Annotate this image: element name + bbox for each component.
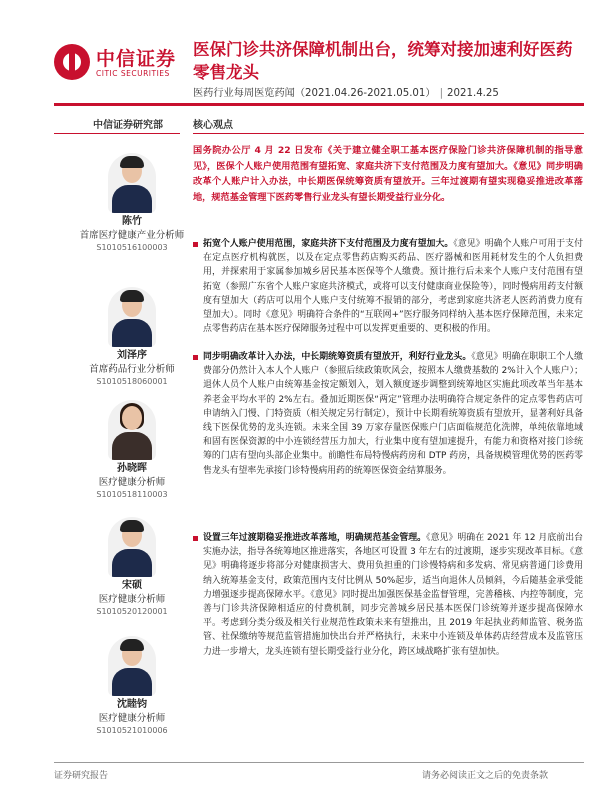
analyst-role: 首席药品行业分析师: [89, 364, 175, 375]
section-lead: 同步明确改革计入办法，中长期统筹资质有望放开，利好行业龙头。: [203, 352, 472, 362]
header-divider: [54, 103, 584, 106]
viewpoint-section: [193, 350, 583, 478]
brand-name-en: CITIC SECURITIES: [96, 69, 170, 78]
report-title: 医保门诊共济保障机制出台，统筹对接加速利好医药零售龙头: [193, 40, 573, 82]
analyst-photo: [108, 287, 156, 347]
footer-disclaimer: 请务必阅读正文之后的免责条款: [421, 771, 548, 781]
analyst-role: 医疗健康分析师: [98, 477, 166, 488]
report-header: [0, 0, 600, 110]
analyst-name: 刘泽序: [117, 350, 147, 361]
research-dept-heading: 中信证券研究部: [93, 120, 163, 131]
right-column-divider: [193, 133, 584, 134]
viewpoint-section: [193, 237, 583, 336]
report-series: 医药行业每周医览药闻（2021.04.26-2021.05.01）: [193, 88, 436, 99]
analyst-id: S1010518110003: [96, 490, 168, 499]
left-column-divider: [54, 133, 180, 134]
analyst-name: 宋硕: [122, 580, 142, 591]
analyst-name: 孙晓晖: [117, 463, 147, 474]
analyst-id: S1010518060001: [96, 377, 168, 386]
analyst-card: [70, 400, 194, 501]
analyst-card: [70, 287, 194, 388]
section-lead: 拓宽个人账户使用范围，家庭共济下支付范围及力度有望加大。: [203, 239, 454, 249]
analyst-card: [70, 517, 194, 618]
analyst-card: [70, 153, 194, 254]
brand-name-cn: 中信证券: [96, 48, 177, 70]
key-summary: 国务院办公厅 4 月 22 日发布《关于建立健全职工基本医疗保险门诊共济保障机制的指导意见》，医保个人账户使用范围有望拓宽、家庭共济下支付范围及力度有望加大。《意见》同步明确改革个人账户计入办法，中长期医保统筹资质有望放开。三年过渡期有望实现稳妥推进改革落地，规范基金管理下医药零售行业龙头有望长期受益行业分化。: [193, 145, 583, 203]
analyst-id: S1010520120001: [96, 607, 168, 616]
core-views-heading: 核心观点: [193, 120, 233, 131]
analyst-card: [70, 636, 194, 737]
section-body: 《意见》明确在 2021 年 12 月底前出台实施办法，指导各统筹地区推进落实，各地区可设置 3 年左右的过渡期，逐步实现改革目标。《意见》明确将逐步将部分对健康损害大、费用负担重的门诊慢特病和多发病、常见病普通门诊费用纳入统筹基金支付，政策范围内支付比例从 50%起步，适当向退休人员倾斜，今后随基金承受能力增强逐步提高保障水平。《意见》同时提出加强医保基金监督管理，完善稽核、内控等制度，完善与门诊共济保障相适应的付费机制，同步完善城乡居民基本医保门诊统筹并逐步提高保障水平。考虑到分类分级及相关行业规范性政策未来有望推出，且 2019 年起执业药师监管、税务监管、社保缴纳等规范监管措施加快出台并严格执行，未来中小连锁及单体药店经营成本及监管压力进一步增大，龙头连锁有望长期受益行业分化，跨区域战略扩张有望加快。: [203, 533, 584, 657]
analyst-role: 首席医疗健康产业分析师: [79, 230, 185, 241]
footer-divider: [54, 762, 584, 763]
footer-report-type: 证券研究报告: [54, 771, 109, 781]
brand-logo: [54, 42, 184, 82]
analyst-photo: [108, 153, 156, 213]
analyst-photo: [108, 400, 156, 460]
analyst-role: 医疗健康分析师: [98, 594, 166, 605]
citic-logo-icon: [54, 44, 90, 80]
analyst-photo: [108, 517, 156, 577]
viewpoint-section: [193, 531, 583, 659]
analyst-name: 沈睦钧: [117, 699, 147, 710]
analyst-photo: [108, 636, 156, 696]
analyst-id: S1010516100003: [96, 243, 168, 252]
report-date: 2021.4.25: [447, 88, 499, 99]
report-subtitle: [193, 84, 583, 100]
analyst-id: S1010521010006: [96, 726, 168, 735]
analyst-role: 医疗健康分析师: [98, 713, 166, 724]
section-body: 《意见》明确个人账户可用于支付在定点医疗机构就医，以及在定点零售药店购买药品、医疗器械和医用耗材发生的个人负担费用，并探索用于家属参加城乡居民基本医保等个人缴费。预计推行后未来个人账户支付范围有望拓宽（参照广东省个人账户家庭共济模式，或将可以支付健康商业保险等），同时慢病用药支付额度有望加大（药店可以用个人账户支付统筹不报销的部分，考虑到家庭共济老人医药消费力度有望加大）。同时《意见》明确符合条件的“互联网+”医疗服务同样纳入基本医疗保障范围，未来定点零售药店在基本医疗保障服务过程中可以发挥更重要的、更积极的作用。: [203, 239, 583, 335]
section-lead: 设置三年过渡期稳妥推进改革落地，明确规范基金管理。: [203, 533, 427, 543]
analyst-name: 陈竹: [122, 216, 142, 227]
subtitle-separator: |: [439, 88, 444, 99]
section-body: 《意见》明确在职职工个人缴费部分仍然计入本人个人账户（参照后续政策吹风会，按照本人缴费基数的 2%计入个人账户）；退休人员个人账户由统筹基金按定额划入，划入额度逐步调整到统筹地区实施此项改革当年基本养老金平均水平的 2%左右。叠加近期医保“两定”管理办法明确符合规定条件的定点零售药店可申请纳入门慢、门特资质（相关规定另行制定），预计中长期看统筹资质有望放开，显著利好具备线下医保优势的龙头连锁。未来全国 39 万家存量医保账户门店面临规范化洗牌，单纯依靠地域和固有医保资源的中小连锁经营压力加大，行业集中度有望加速提升，有能力和资格对接门诊统筹的门店有望向头部企业集中。前瞻性布局特慢病药房和 DTP 药房，具备规模管理优势的医药零售龙头有望率先承接门诊特慢病用药的统筹医保资金结算服务。: [203, 352, 583, 476]
